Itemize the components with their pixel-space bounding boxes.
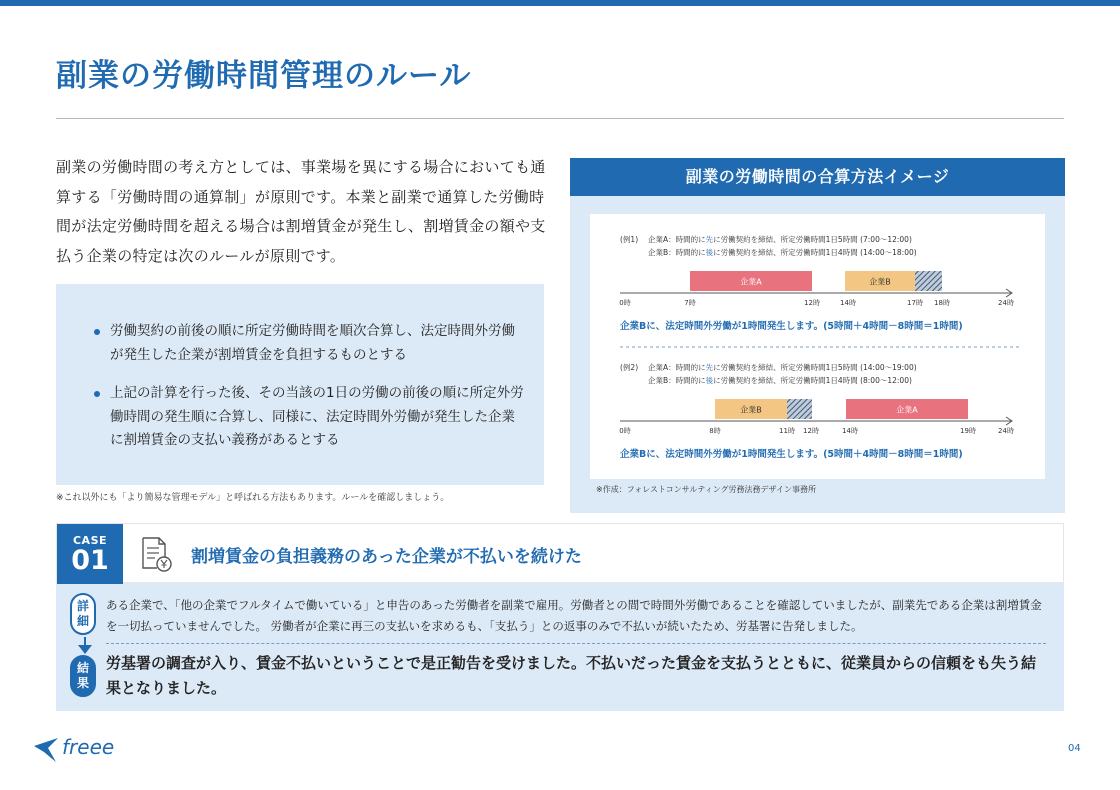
invoice-yen-icon: [139, 536, 173, 572]
example2-tick: 14時: [842, 427, 858, 435]
timeline-svg: [590, 214, 1045, 479]
case-study-box: [56, 523, 1064, 711]
example1-bar-b-label: 企業B: [869, 277, 891, 287]
rule-text: 労働契約の前後の順に所定労働時間を順次合算し、法定時間外労働が発生した企業が割増賃金を負担するものとする: [110, 323, 515, 363]
example2-tick: 0時: [619, 427, 631, 435]
example2-overtime-bar: [787, 399, 812, 419]
example1-bar-a-label: 企業A: [740, 277, 762, 287]
example1-tick: 12時: [804, 299, 820, 307]
example2-line-a: 企業A：時間的に先に労働契約を締結、所定労働時間1日5時間 (14:00〜19:00): [648, 363, 917, 372]
example1-conclusion: 企業Bに、法定時間外労働が1時間発生します。(5時間＋4時間－8時間＝1時間): [620, 321, 963, 332]
example1-tick: 17時: [907, 299, 923, 307]
overtime-diagram: [570, 158, 1065, 513]
result-tag: 結果: [70, 655, 96, 697]
case-label: [57, 524, 123, 584]
example1-tick: 14時: [840, 299, 856, 307]
case-word: CASE: [72, 534, 108, 547]
example2-conclusion: 企業Bに、法定時間外労働が1時間発生します。(5時間＋4時間－8時間＝1時間): [620, 449, 963, 460]
example1-overtime-bar: [915, 271, 942, 291]
page-number: 04: [1068, 743, 1081, 754]
rules-box: [56, 284, 544, 485]
case-result: 労基署の調査が入り、賃金不払いということで是正勧告を受けました。不払いだった賃金を支払うとともに、従業員からの信頼をも失う結果となりました。: [106, 654, 1037, 697]
example2-bar-b-label: 企業B: [740, 405, 762, 415]
example1-tick: 0時: [619, 299, 631, 307]
example2-bar-a-label: 企業A: [896, 405, 918, 415]
case-number: 01: [71, 545, 109, 576]
example2-tick: 24時: [998, 427, 1014, 435]
example2-tick: 11時: [779, 427, 795, 435]
logo-text: freee: [62, 735, 115, 759]
case-detail: ある企業で、「他の企業でフルタイムで働いている」と申告のあった労働者を副業で雇用。労働者との間で時間外労働であることを確認していましたが、副業先である企業は割増賃金を一切払っていませんでした。 労働者が企業に再三の支払いを求めるも、「支払う」との返事のみで不払いが続いたため、労基署に告発しました。: [106, 598, 1042, 633]
example2-line-b: 企業B：時間的に後に労働契約を締結、所定労働時間1日4時間 (8:00〜12:00): [648, 376, 912, 385]
example2-tick: 8時: [709, 427, 721, 435]
case-divider: [106, 643, 1046, 644]
example1-tick: 7時: [684, 299, 696, 307]
title-divider: [56, 118, 1064, 119]
example2-tick: 12時: [803, 427, 819, 435]
example2-label: (例2): [620, 363, 639, 372]
bullet-icon: [94, 329, 100, 335]
diagram-credit: ※作成：フォレストコンサルティング労務法務デザイン事務所: [596, 485, 816, 494]
intro-paragraph: 副業の労働時間の考え方としては、事業場を異にする場合においても通算する「労働時間の通算制」が原則です。本業と副業で通算した労働時間が法定労働時間を超える場合は割増賃金が発生し、割増賃金の額や支払う企業の特定は次のルールが原則です。: [56, 158, 546, 265]
footnote: ※これ以外にも「より簡易な管理モデル」と呼ばれる方法もあります。ルールを確認しましょう。: [56, 493, 450, 503]
diagram-panel: [590, 214, 1045, 479]
example1-line-b: 企業B：時間的に後に労働契約を締結、所定労働時間1日4時間 (14:00〜18:00): [648, 248, 917, 257]
top-accent-bar: [0, 0, 1120, 6]
diagram-title: 副業の労働時間の合算方法イメージ: [570, 158, 1065, 196]
rule-text: 上記の計算を行った後、その当該の1日の労働の前後の順に所定外労働時間の発生順に合算し、同様に、法定時間外労働が発生した企業に割増賃金の支払い義務があるとする: [110, 385, 524, 448]
page-title: 副業の労働時間管理のルール: [56, 58, 472, 94]
example1-label: (例1): [620, 235, 639, 244]
case-title: 割増賃金の負担義務のあった企業が不払いを続けた: [191, 547, 582, 567]
freee-logo: [32, 728, 132, 768]
example1-line-a: 企業A：時間的に先に労働契約を締結、所定労働時間1日5時間 (7:00〜12:00): [648, 235, 912, 244]
detail-tag: 詳細: [70, 593, 96, 635]
example2-tick: 19時: [960, 427, 976, 435]
example1-tick: 18時: [934, 299, 950, 307]
rule-item: [94, 320, 524, 367]
case-header: [56, 523, 1064, 583]
example1-tick: 24時: [998, 299, 1014, 307]
bullet-icon: [94, 391, 100, 397]
rule-item: [94, 382, 524, 453]
down-arrow-icon: [78, 645, 92, 654]
